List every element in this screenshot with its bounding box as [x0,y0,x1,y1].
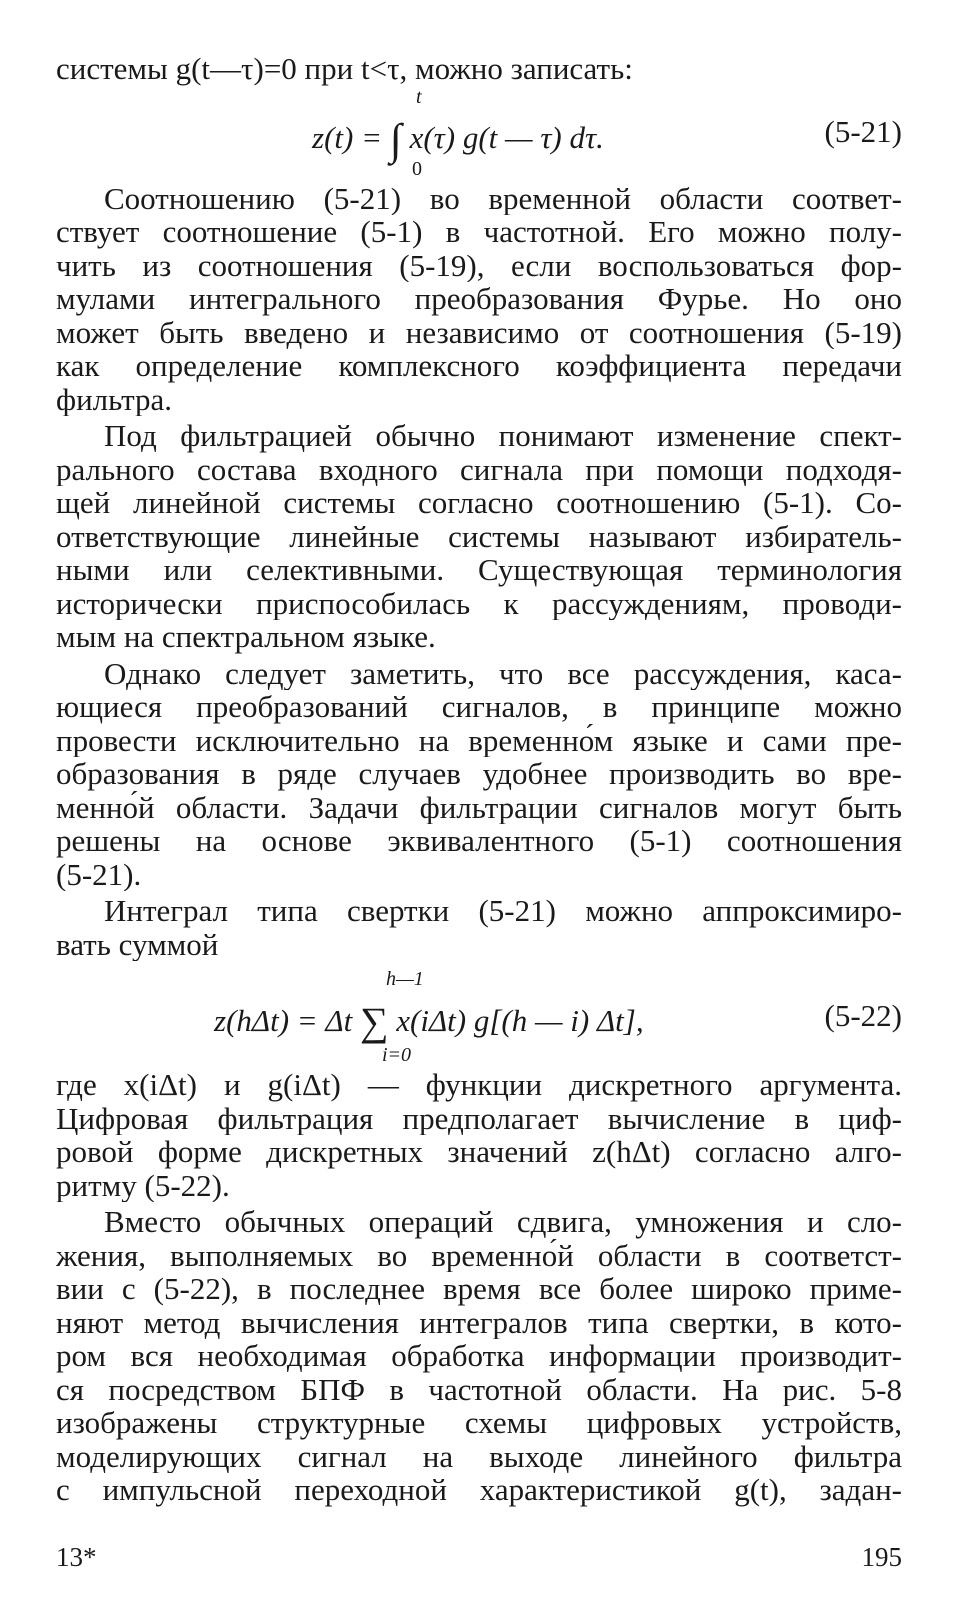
text-line: жения, выполняемых во временно́й области в соответст- [56,1238,902,1272]
equation-number: (5-22) [824,998,902,1033]
text-line: ющиеся преобразований сигналов, в принципе можно [56,690,902,724]
text-line: няют метод вычисления интегралов типа свертки, в кото- [56,1305,902,1339]
integral-lower-limit: 0 [412,157,422,180]
text-line: вать суммой [56,927,219,961]
text-line: менно́й области. Задачи фильтрации сигналов могут быть [56,790,902,824]
text-line: вии с (5-22), в последнее время все более широко приме- [56,1272,902,1306]
equation-integrand: x(τ) g(t — τ) dτ. [409,119,604,155]
sigma-sign-icon: ∑ [360,999,389,1044]
equation-lhs: z(hΔt) = Δt [214,1003,360,1038]
text-line: моделирующих сигнал на выходе линейного фильтра [56,1439,902,1473]
text-line: Вместо обычных операций сдвига, умножения и сло- [104,1205,902,1239]
text-line: чить из соотношения (5-19), если воспользоваться фор- [56,248,902,282]
paragraph-3 [56,657,902,892]
intro-line: системы g(t—τ)=0 при t<τ, можно записать: [56,52,633,86]
text-line: ответствующие линейные системы называют избиратель- [56,519,902,553]
text-line: образования в ряде случаев удобнее производить во вре- [56,757,902,791]
equation-5-21 [56,86,902,182]
text-line: с импульсной переходной характеристикой g(t), задан- [56,1473,902,1507]
text-line: может быть введено и независимо от соотношения (5-19) [56,315,902,349]
text-line: мым на спектральном языке. [56,620,436,654]
paragraph-5 [56,1068,902,1202]
text-line: Цифровая фильтрация предполагает вычисление в циф- [56,1101,902,1135]
equation-summand: x(iΔt) g[(h — i) Δt], [396,1003,644,1038]
paragraph-4 [56,894,902,961]
sum-lower-limit: i=0 [382,1044,412,1066]
page-number: 195 [861,1542,902,1572]
printer-signature: 13* [56,1542,97,1572]
text-line: ными или селективными. Существующая терминология [56,553,902,587]
page-body [56,52,902,1510]
integral-upper-limit: t [416,85,422,108]
text-line: ровой форме дискретных значений z(hΔt) согласно алго- [56,1135,902,1169]
text-line: Однако следует заметить, что все рассуждения, каса- [104,656,902,690]
text-line: изображены структурные схемы цифровых устройств, [56,1406,902,1440]
text-line: фильтра. [56,382,173,416]
text-line: ром вся необходимая обработка информации производит- [56,1339,902,1373]
equation-number: (5-21) [824,113,902,149]
text-line: Под фильтрацией обычно понимают изменение спект- [104,419,902,453]
text-line: мулами интегрального преобразования Фурье. Но оно [56,282,902,316]
equation-5-22 [56,964,902,1068]
text-line: Соотношению (5-21) во временной области соответ- [104,181,902,215]
text-line: как определение комплексного коэффициента передачи [56,349,902,383]
text-line: исторически приспособилась к рассуждениям, проводи- [56,586,902,620]
text-line: решены на основе эквивалентного (5-1) соотношения [56,824,902,858]
text-line: ся посредством БПФ в частотной области. На рис. 5-8 [56,1372,902,1406]
integral-sign-icon: ∫ [389,114,402,164]
text-line: провести исключительно на временно́м языке и сами пре- [56,723,902,757]
sum-upper-limit: h—1 [386,968,424,990]
text-line: где x(iΔt) и g(iΔt) — функции дискретного аргумента. [56,1068,902,1102]
text-line: (5-21). [56,857,142,891]
text-line: рального состава входного сигнала при помощи подходя- [56,452,902,486]
equation-lhs: z(t) = [312,119,390,155]
text-line: ритму (5-22). [56,1168,230,1202]
paragraph-1 [56,182,902,417]
paragraph-2 [56,419,902,654]
paragraph-6 [56,1205,902,1507]
text-line: Интеграл типа свертки (5-21) можно аппроксимиро- [104,894,902,928]
text-line: ствует соотношение (5-1) в частотной. Его можно полу- [56,215,902,249]
text-line: щей линейной системы согласно соотношению (5-1). Со- [56,486,902,520]
